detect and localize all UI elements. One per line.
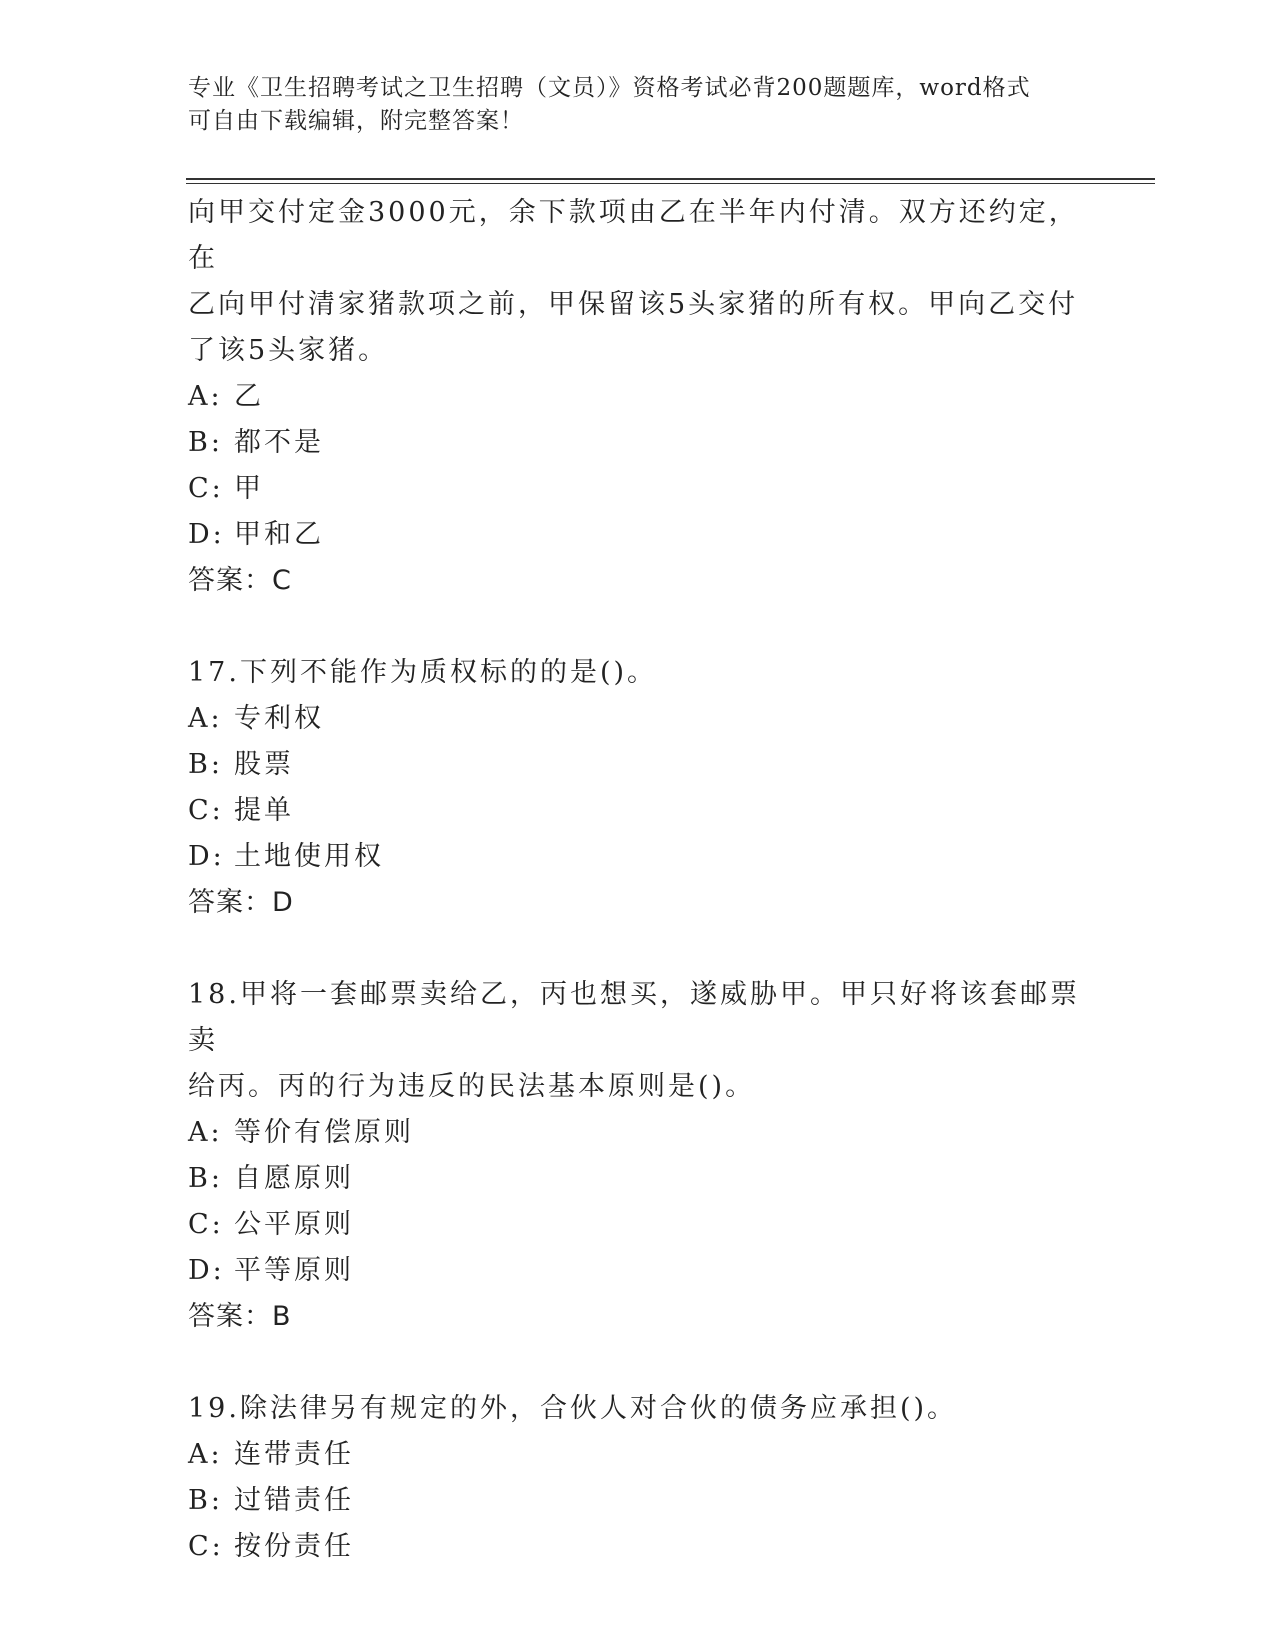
answer-line: 答案：D [188,887,294,918]
option-text: 连带责任 [234,1439,354,1470]
option-c [188,1524,1088,1570]
question-stem-line: 给丙。丙的行为违反的民法基本原则是()。 [188,1071,756,1102]
question-stem-line: 向甲交付定金3000元，余下款项由乙在半年内付清。双方还约定，在 [188,197,1079,274]
option-a [188,1432,1088,1478]
option-text: 平等原则 [234,1255,354,1286]
option-key: C: [188,1209,224,1240]
option-text: 股票 [234,749,294,780]
option-key: C: [188,1531,224,1562]
option-key: A: [188,1439,223,1470]
option-d [188,1248,1088,1294]
option-text: 甲和乙 [234,519,324,550]
header-divider-thin [186,183,1155,184]
option-text: 土地使用权 [234,841,384,872]
option-a [188,696,1088,742]
question-18 [188,972,1088,1340]
option-text: 等价有偿原则 [234,1117,414,1148]
question-stem-line: 18.甲将一套邮票卖给乙，丙也想买，遂威胁甲。甲只好将该套邮票卖 [188,979,1080,1056]
question-stem-line: 17.下列不能作为质权标的的是()。 [188,657,658,688]
option-b [188,420,1088,466]
option-text: 过错责任 [234,1485,354,1516]
option-text: 都不是 [234,427,324,458]
option-c [188,1202,1088,1248]
option-key: B: [188,427,223,458]
question-stem-line: 了该5头家猪。 [188,335,389,366]
option-text: 提单 [234,795,294,826]
question-stem-line: 乙向甲付清家猪款项之前，甲保留该5头家猪的所有权。甲向乙交付 [188,289,1079,320]
header-title-line-2: 可自由下载编辑，附完整答案！ [188,108,524,134]
option-c [188,466,1088,512]
question-spacer [188,926,1088,972]
option-key: B: [188,1163,223,1194]
question-spacer [188,1340,1088,1386]
option-key: A: [188,1117,223,1148]
option-text: 自愿原则 [234,1163,354,1194]
option-key: D: [188,1255,225,1286]
option-d [188,834,1088,880]
option-key: A: [188,703,223,734]
option-a [188,374,1088,420]
option-key: B: [188,749,223,780]
option-a [188,1110,1088,1156]
answer-line: 答案：C [188,565,292,596]
question-19 [188,1386,1088,1570]
answer-line: 答案：B [188,1301,292,1332]
option-b [188,1478,1088,1524]
option-key: C: [188,795,224,826]
question-list [188,190,1088,1570]
option-b [188,742,1088,788]
question-17 [188,650,1088,926]
option-key: D: [188,519,225,550]
option-key: A: [188,381,223,412]
question-spacer [188,604,1088,650]
option-text: 公平原则 [234,1209,354,1240]
option-text: 乙 [234,381,264,412]
option-key: D: [188,841,225,872]
option-text: 甲 [234,473,264,504]
document-header [188,72,1088,138]
question-16 [188,190,1088,604]
option-text: 按份责任 [234,1531,354,1562]
option-d [188,512,1088,558]
option-b [188,1156,1088,1202]
header-divider-thick [186,178,1155,180]
header-title-line-1: 专业《卫生招聘考试之卫生招聘（文员）》资格考试必背200题题库，word格式 [188,75,1031,101]
question-stem-line: 19.除法律另有规定的外，合伙人对合伙的债务应承担()。 [188,1393,958,1424]
option-text: 专利权 [234,703,324,734]
option-key: C: [188,473,224,504]
option-key: B: [188,1485,223,1516]
option-c [188,788,1088,834]
